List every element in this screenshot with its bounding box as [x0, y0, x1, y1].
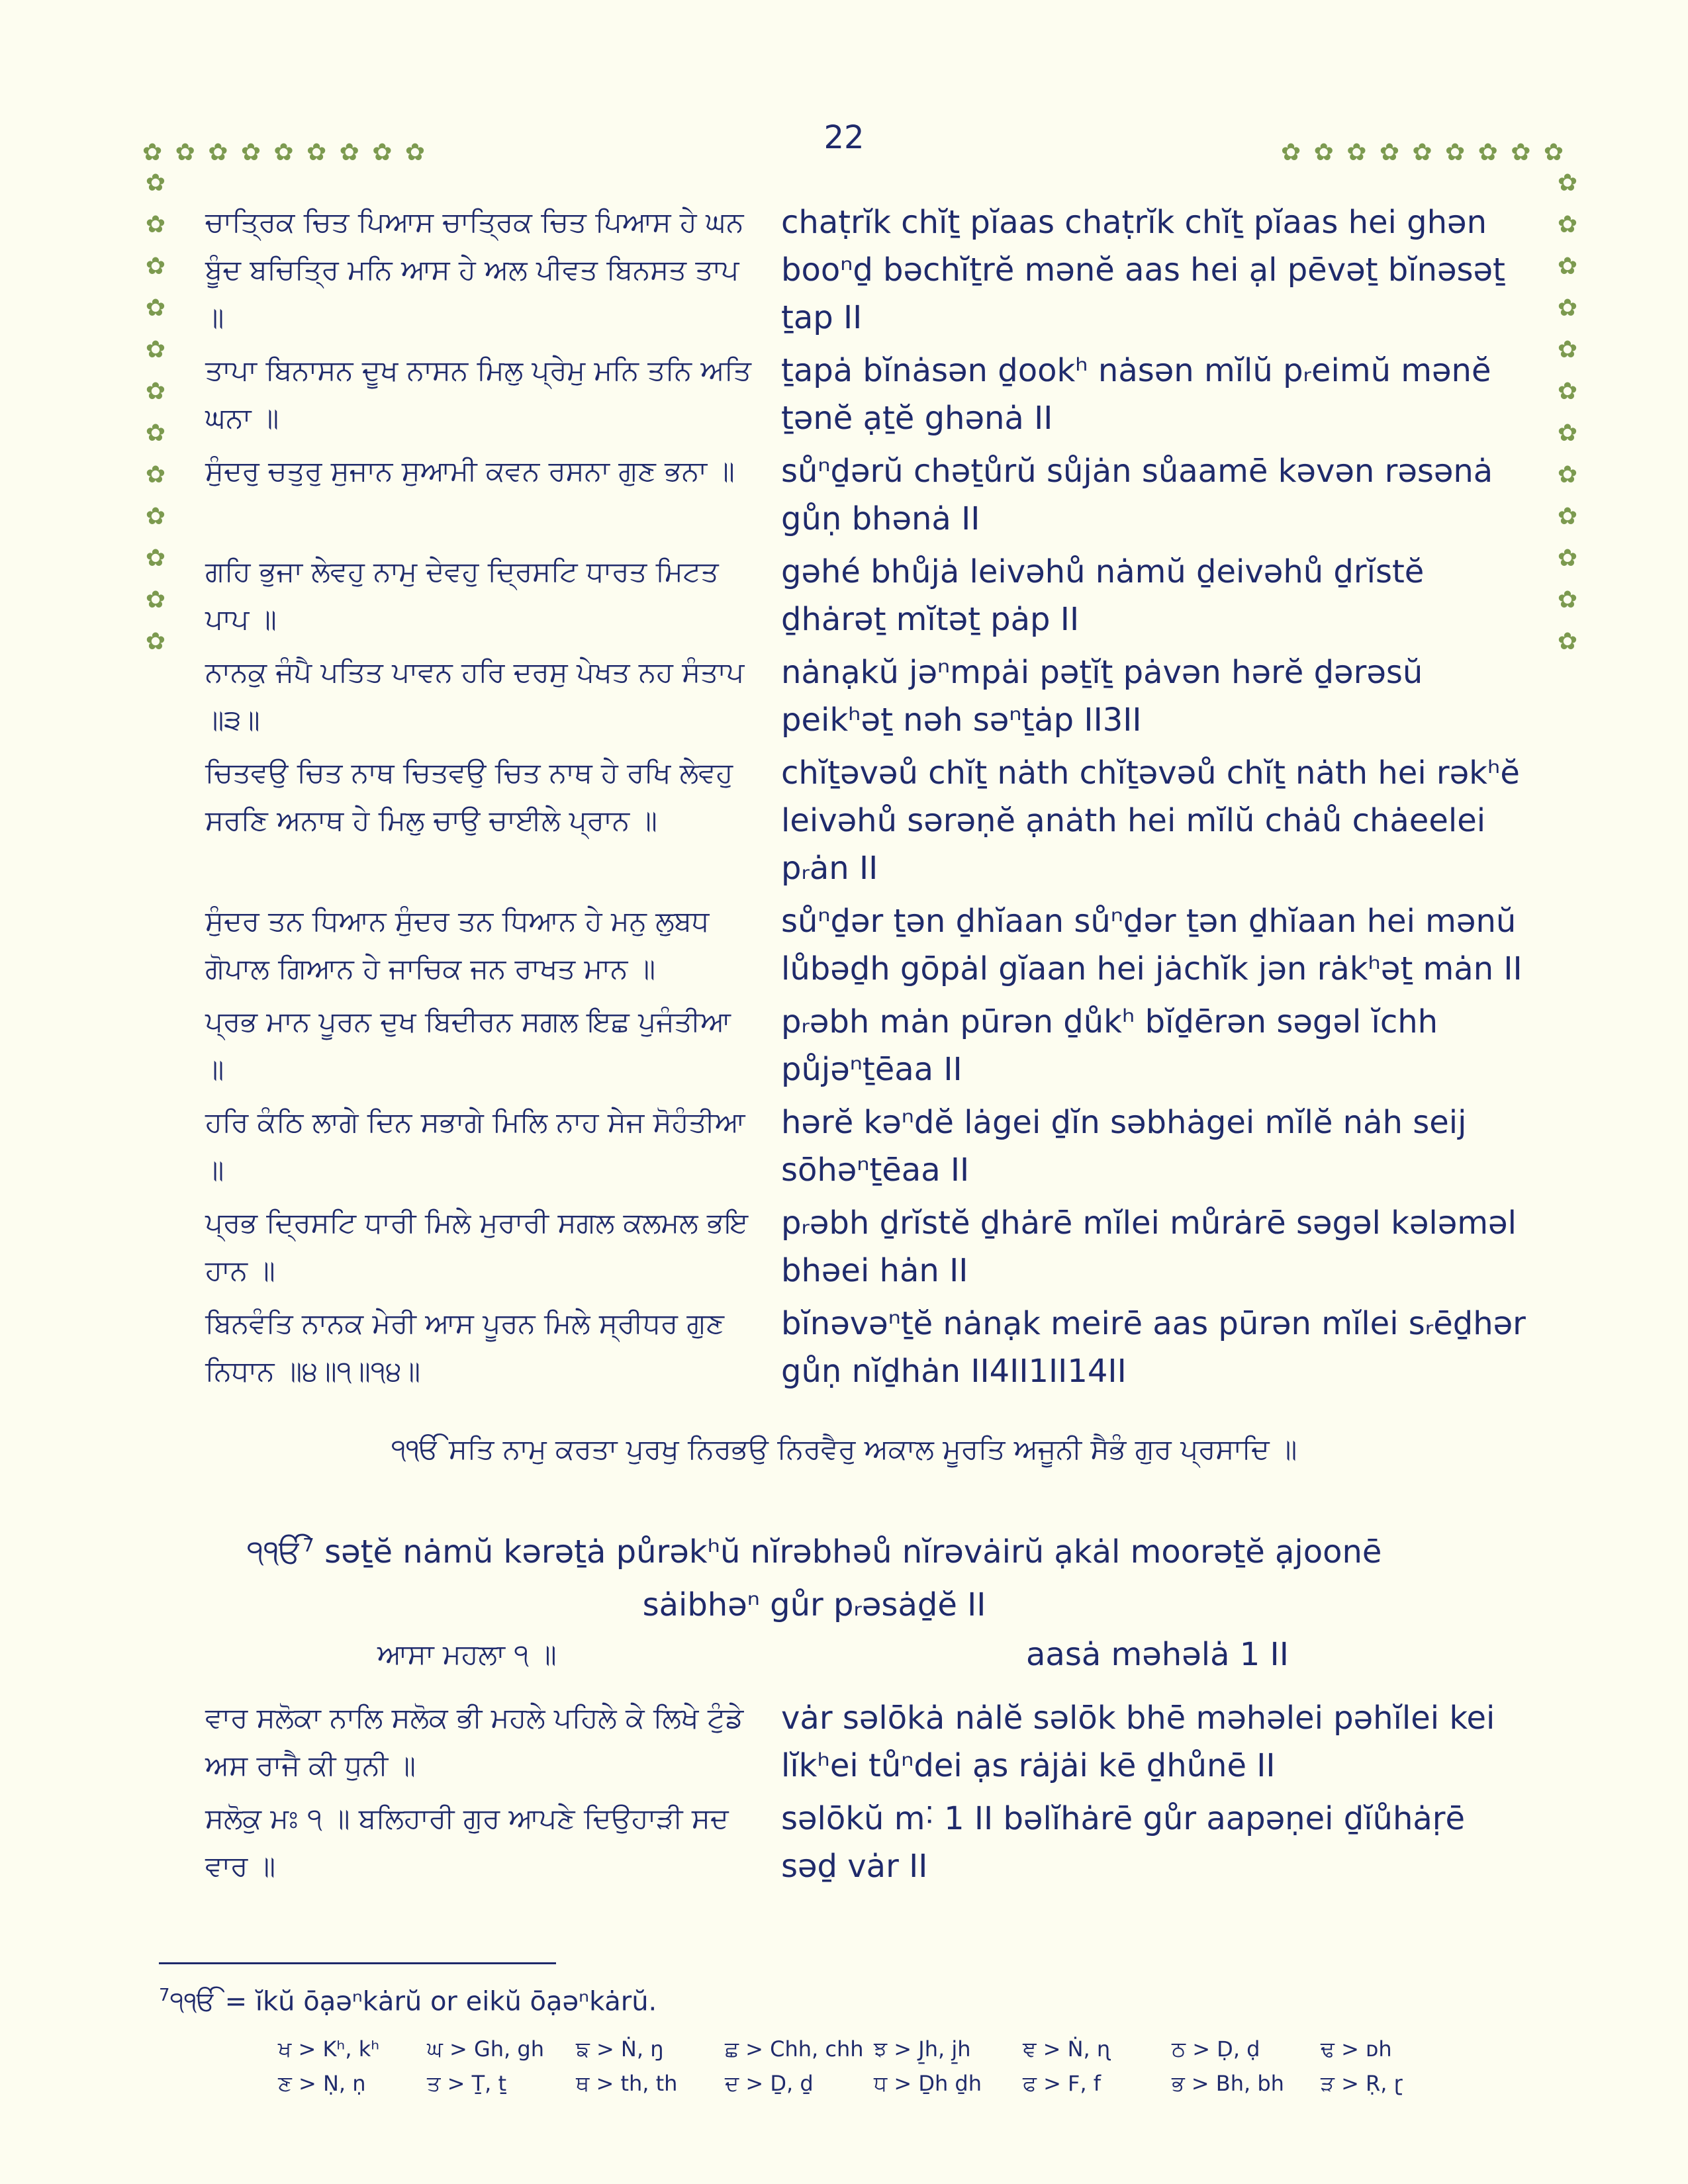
gurmukhi-text: ਨਾਨਕੁ ਜੰਪੈ ਪਤਿਤ ਪਾਵਨ ਹਰਿ ਦਰਸੁ ਪੇਖਤ ਨਹ ਸੰਤਾਪ ॥੩॥ — [205, 656, 745, 736]
verse-row — [205, 649, 1529, 744]
key-item: ਛ > Chh, chh — [725, 2036, 864, 2062]
transliteration-text: gəhé bhůjȧ leivəhů nȧmŭ ḏeivəhů ḏrĭstĕ ḏhȧrəṯ mĭtəṯ pȧp II — [781, 553, 1425, 638]
gurmukhi-text: ਸੁੰਦਰੁ ਚਤੁਰੁ ਸੁਜਾਨ ਸੁਆਮੀ ਕਵਨ ਰਸਨਾ ਗੁਣ ਭਨਾ ॥ — [205, 455, 735, 487]
verse-table-2 — [205, 1694, 1529, 1895]
gurmukhi-text: ਗਹਿ ਭੁਜਾ ਲੇਵਹੁ ਨਾਮੁ ਦੇਵਹੁ ਦ੍ਰਿਸਟਿ ਧਾਰਤ ਮਿਟਤ ਪਾਪ ॥ — [205, 555, 719, 635]
gurmukhi-text: ਪ੍ਰਭ ਦ੍ਰਿਸਟਿ ਧਾਰੀ ਮਿਲੇ ਮੁਰਾਰੀ ਸਗਲ ਕਲਮਲ ਭਇ ਹਾਨ ॥ — [205, 1206, 749, 1287]
transliteration-text: chaṭrĭk chĭṯ pĭaas chaṭrĭk chĭṯ pĭaas hei ghən booⁿḏ bəchĭṯrĕ mənĕ aas hei ạl pēvəṯ bĭnəsəṯ ṯap II — [781, 204, 1505, 336]
section-heading-gurmukhi: ਆਸਾ ਮਹਲਾ ੧ ॥ — [377, 1638, 557, 1670]
transliteration-text: vȧr səlōkȧ nȧlĕ səlōk bhē məhəlei pəhĭlei kei lĭkʰei tůⁿdei ạs rȧjȧi kē ḏhůnē II — [781, 1700, 1495, 1784]
mool-mantar-gurmukhi: ੧ੴ ਸਤਿ ਨਾਮੁ ਕਰਤਾ ਪੁਰਖੁ ਨਿਰਭਉ ਨਿਰਵੈਰੁ ਅਕਾਲ ਮੂਰਤਿ ਅਜੂਨੀ ਸੈਭੰ ਗੁਰ ਪ੍ਰਸਾਦਿ ॥ — [391, 1433, 1297, 1465]
section-heading-transliteration: aasȧ məhəlȧ 1 II — [1026, 1636, 1289, 1673]
mool-mantar-transliteration — [212, 1519, 1417, 1631]
transliteration-text: sůⁿḏərŭ chəṯůrŭ sůjȧn sůaamē kəvən rəsənȧ gůṇ bhənȧ II — [781, 453, 1493, 537]
footnote-ref[interactable]: 7 — [303, 1534, 314, 1556]
gurmukhi-text: ਬਿਨਵੰਤਿ ਨਾਨਕ ਮੇਰੀ ਆਸ ਪੂਰਨ ਮਿਲੇ ਸ੍ਰੀਧਰ ਗੁਣ ਨਿਧਾਨ ॥੪॥੧॥੧੪॥ — [205, 1307, 724, 1387]
key-item: ਤ > Ṯ, ṯ — [427, 2071, 507, 2096]
key-item: ਥ > th, th — [576, 2071, 678, 2096]
verse-row — [205, 1099, 1529, 1194]
verse-row — [205, 749, 1529, 892]
verse-row — [205, 1694, 1529, 1790]
key-item: ਘ > Gh, gh — [427, 2036, 544, 2062]
verse-row — [205, 199, 1529, 341]
key-item: ਢ > ᴅh — [1321, 2036, 1392, 2062]
gurmukhi-text: ਸੁੰਦਰ ਤਨ ਧਿਆਨ ਸੁੰਦਰ ਤਨ ਧਿਆਨ ਹੇ ਮਨੁ ਲੁਬਧ ਗੋਪਾਲ ਗਿਆਨ ਹੇ ਜਾਚਿਕ ਜਨ ਰਾਖਤ ਮਾਨ ॥ — [205, 905, 710, 985]
key-item: ਠ > Ḍ, ḍ — [1172, 2036, 1260, 2062]
gurmukhi-text: ਹਰਿ ਕੰਠਿ ਲਾਗੇ ਦਿਨ ਸਭਾਗੇ ਮਿਲਿ ਨਾਹ ਸੇਜ ਸੋਹੰਤੀਆ ॥ — [205, 1106, 745, 1186]
gurmukhi-text: ਚਿਤਵਉ ਚਿਤ ਨਾਥ ਚਿਤਵਉ ਚਿਤ ਨਾਥ ਹੇ ਰਖਿ ਲੇਵਹੁ ਸਰਣਿ ਅਨਾਥ ਹੇ ਮਿਲੁ ਚਾਉ ਚਾਈਲੇ ਪ੍ਰਾਨ ॥ — [205, 756, 733, 837]
key-item: ਖ > Kʰ, kʰ — [278, 2036, 380, 2062]
transliteration-text: hərĕ kəⁿdĕ lȧgei ḏĭn səbhȧgei mĭlĕ nȧh seij sōhəⁿṯēaa II — [781, 1104, 1467, 1189]
ik-onkar-symbol: ੧ੴ — [246, 1533, 303, 1570]
key-row — [278, 2032, 1470, 2066]
key-item: ਦ > Ḏ, ḏ — [725, 2071, 814, 2096]
key-item: ਣ > Ṇ, ṇ — [278, 2071, 366, 2096]
transliteration-key — [278, 2032, 1470, 2101]
footnote-marker: 7 — [159, 1985, 170, 2005]
verse-row — [205, 998, 1529, 1093]
key-item: ਞ > Ṅ, ɳ — [1023, 2036, 1111, 2062]
transliteration-text: sůⁿḏər ṯən ḏhĭaan sůⁿḏər ṯən ḏhĭaan hei mənŭ lůbəḏh gōpȧl gĭaan hei jȧchĭk jən rȧkʰəṯ mȧn II — [781, 903, 1523, 987]
key-item: ਙ > Ṅ, ŋ — [576, 2036, 664, 2062]
verse-row — [205, 447, 1529, 543]
key-item: ਫ > F, f — [1023, 2071, 1102, 2096]
mool-mantar-translit-text: səṯĕ nȧmŭ kərəṯȧ půrəkʰŭ nĭrəbhəů nĭrəvȧirŭ ạkȧl moorəṯĕ ạjoonē sȧibhəⁿ gůr pᵣəsȧḏĕ II — [314, 1533, 1382, 1623]
verse-row — [205, 347, 1529, 442]
gurmukhi-text: ਤਾਪਾ ਬਿਨਾਸਨ ਦੂਖ ਨਾਸਨ ਮਿਲੁ ਪ੍ਰੇਮੁ ਮਨਿ ਤਨਿ ਅਤਿ ਘਨਾ ॥ — [205, 354, 751, 434]
ornament-border-top-left: ✿ ✿ ✿ ✿ ✿ ✿ ✿ ✿ ✿ — [142, 139, 428, 166]
transliteration-text: pᵣəbh ḏrĭstĕ ḏhȧrē mĭlei můrȧrē səgəl kələməl bhəei hȧn II — [781, 1205, 1517, 1289]
verse-row — [205, 1795, 1529, 1890]
key-item: ੜ > Ṛ, ɽ — [1321, 2071, 1403, 2096]
ornament-border-left: ✿ ✿ ✿ ✿ ✿ ✿ ✿ ✿ ✿ ✿ ✿ ✿ — [145, 169, 166, 655]
verse-row — [205, 1199, 1529, 1295]
verse-row — [205, 548, 1529, 643]
gurmukhi-text: ਪ੍ਰਭ ਮਾਨ ਪੂਰਨ ਦੁਖ ਬਿਦੀਰਨ ਸਗਲ ਇਛ ਪੁਜੰਤੀਆ ॥ — [205, 1005, 731, 1085]
key-row — [278, 2066, 1470, 2101]
ornament-border-top-right: ✿ ✿ ✿ ✿ ✿ ✿ ✿ ✿ ✿ — [1281, 139, 1567, 166]
key-item: ਭ > Bh, bh — [1172, 2071, 1284, 2096]
footnote — [159, 1985, 657, 2017]
gurmukhi-text: ਚਾਤ੍ਰਿਕ ਚਿਤ ਪਿਆਸ ਚਾਤ੍ਰਿਕ ਚਿਤ ਪਿਆਸ ਹੇ ਘਨ ਬੂੰਦ ਬਚਿਤ੍ਰਿ ਮਨਿ ਆਸ ਹੇ ਅਲ ਪੀਵਤ ਬਿਨਸਤ ਤਾਪ ॥ — [205, 206, 744, 334]
footnote-text: ੧ੴ = ĭkŭ ōạəⁿkȧrŭ or eikŭ ōạəⁿkȧrŭ. — [169, 1986, 657, 2017]
key-item: ਝ > J̱h, j̱h — [874, 2036, 971, 2062]
gurmukhi-text: ਵਾਰ ਸਲੋਕਾ ਨਾਲਿ ਸਲੋਕ ਭੀ ਮਹਲੇ ਪਹਿਲੇ ਕੇ ਲਿਖੇ ਟੁੰਡੇ ਅਸ ਰਾਜੈ ਕੀ ਧੁਨੀ ॥ — [205, 1702, 744, 1782]
transliteration-text: nȧnạkŭ jəⁿmpȧi pəṯĭṯ pȧvən hərĕ ḏərəsŭ peikʰəṯ nəh səⁿṯȧp II3II — [781, 654, 1423, 739]
gurmukhi-text: ਸਲੋਕੁ ਮਃ ੧ ॥ ਬਲਿਹਾਰੀ ਗੁਰ ਆਪਣੇ ਦਿਉਹਾੜੀ ਸਦ ਵਾਰ ॥ — [205, 1802, 729, 1882]
transliteration-text: pᵣəbh mȧn pūrən ḏůkʰ bĭḏērən səgəl ĭchh půjəⁿṯēaa II — [781, 1003, 1438, 1088]
verse-table — [205, 199, 1529, 1400]
transliteration-text: ṯapȧ bĭnȧsən ḏookʰ nȧsən mĭlŭ pᵣeimŭ mənĕ ṯənĕ ạṯĕ ghənȧ II — [781, 352, 1491, 437]
ornament-border-right: ✿ ✿ ✿ ✿ ✿ ✿ ✿ ✿ ✿ ✿ ✿ ✿ — [1557, 169, 1578, 655]
footnote-divider — [159, 1962, 556, 1964]
key-item: ਧ > Ḏh ḏh — [874, 2071, 982, 2096]
verse-row — [205, 897, 1529, 993]
verse-row — [205, 1300, 1529, 1395]
page-number: 22 — [823, 119, 865, 156]
transliteration-text: chĭṯəvəů chĭṯ nȧth chĭṯəvəů chĭṯ nȧth hei rəkʰĕ leivəhů sərəṇĕ ạnȧth hei mĭlŭ chȧů chȧeelei pᵣȧn II — [781, 754, 1520, 887]
transliteration-text: bĭnəvəⁿṯĕ nȧnạk meirē aas pūrən mĭlei sᵣēḏhər gůṇ nĭḏhȧn II4II1II14II — [781, 1305, 1526, 1390]
transliteration-text: səlōkŭ m˸ 1 II bəlĭhȧrē gůr aapəṇei ḏĭůhȧṛē səḏ vȧr II — [781, 1800, 1466, 1885]
